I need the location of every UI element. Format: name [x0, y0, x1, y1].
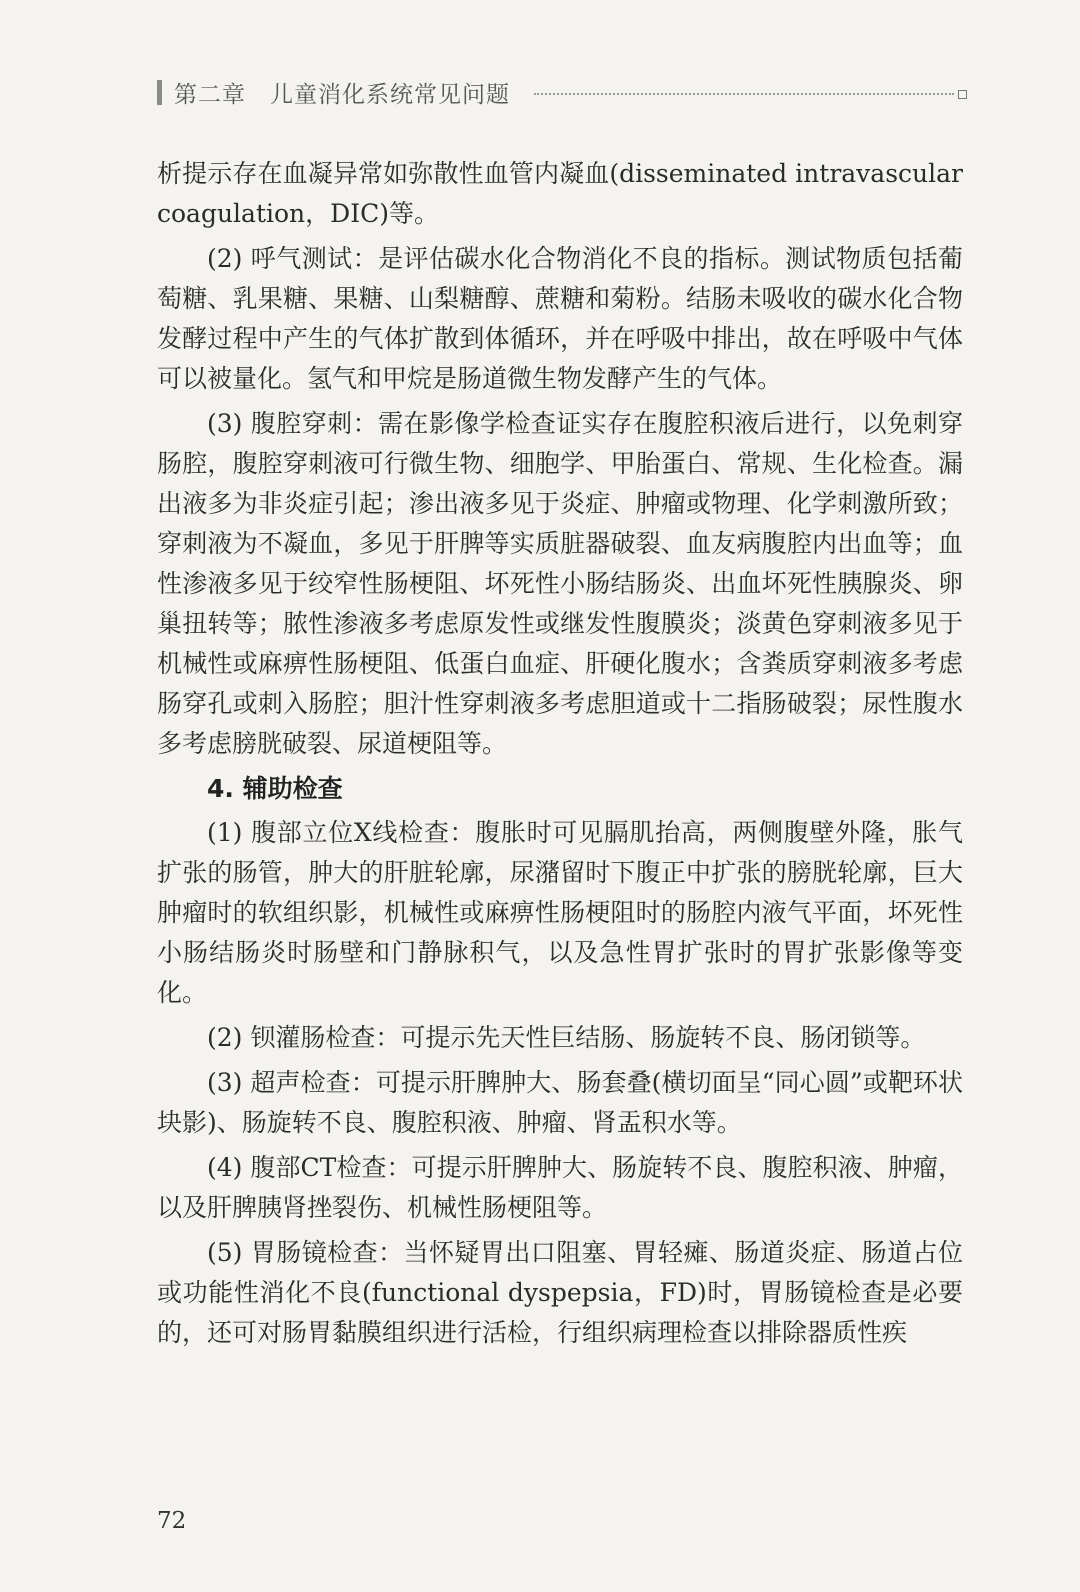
- running-header: [157, 74, 967, 110]
- page-number: 72: [157, 1508, 187, 1534]
- paragraph-endoscopy: (5) 胃肠镜检查：当怀疑胃出口阻塞、胃轻瘫、肠道炎症、肠道占位或功能性消化不良(functional dyspepsia，FD)时，胃肠镜检查是必要的，还可对肠胃黏膜组织进行活检，行组织病理检查以排除器质性疾: [157, 1238, 963, 1347]
- chapter-title: 第二章 儿童消化系统常见问题: [174, 81, 510, 108]
- paragraph-ultrasound: (3) 超声检查：可提示肝脾肿大、肠套叠(横切面呈“同心圆”或靶环状块影)、肠旋转不良、腹腔积液、肿瘤、肾盂积水等。: [157, 1068, 963, 1137]
- body-text: [157, 154, 963, 1358]
- paragraph-breath-test: (2) 呼气测试：是评估碳水化合物消化不良的指标。测试物质包括葡萄糖、乳果糖、果糖、山梨糖醇、蔗糖和菊粉。结肠未吸收的碳水化合物发酵过程中产生的气体扩散到体循环，并在呼吸中排出，故在呼吸中气体可以被量化。氢气和甲烷是肠道微生物发酵产生的气体。: [157, 244, 963, 393]
- section-heading: 4. 辅助检查: [207, 774, 343, 803]
- header-dotted-rule: [534, 93, 954, 95]
- header-end-mark: [958, 90, 967, 99]
- header-bar-mark: [157, 80, 162, 105]
- paragraph-ct: (4) 腹部CT检查：可提示肝脾肿大、肠旋转不良、腹腔积液、肿瘤，以及肝脾胰肾挫裂伤、机械性肠梗阻等。: [157, 1153, 963, 1222]
- paragraph-continued: 析提示存在血凝异常如弥散性血管内凝血(disseminated intravascular coagulation，DIC)等。: [157, 159, 963, 228]
- paragraph-barium-enema: (2) 钡灌肠检查：可提示先天性巨结肠、肠旋转不良、肠闭锁等。: [207, 1023, 926, 1052]
- paragraph-xray: (1) 腹部立位X线检查：腹胀时可见膈肌抬高，两侧腹壁外隆，胀气扩张的肠管，肿大的肝脏轮廓，尿潴留时下腹正中扩张的膀胱轮廓，巨大肿瘤时的软组织影，机械性或麻痹性肠梗阻时的肠腔内液气平面，坏死性小肠结肠炎时肠壁和门静脉积气，以及急性胃扩张时的胃扩张影像等变化。: [157, 818, 963, 1007]
- paragraph-abdominal-puncture: (3) 腹腔穿刺：需在影像学检查证实存在腹腔积液后进行，以免刺穿肠腔，腹腔穿刺液可行微生物、细胞学、甲胎蛋白、常规、生化检查。漏出液多为非炎症引起；渗出液多见于炎症、肿瘤或物理、化学刺激所致；穿刺液为不凝血，多见于肝脾等实质脏器破裂、血友病腹腔内出血等；血性渗液多见于绞窄性肠梗阻、坏死性小肠结肠炎、出血坏死性胰腺炎、卵巢扭转等；脓性渗液多考虑原发性或继发性腹膜炎；淡黄色穿刺液多见于机械性或麻痹性肠梗阻、低蛋白血症、肝硬化腹水；含粪质穿刺液多考虑肠穿孔或刺入肠腔；胆汁性穿刺液多考虑胆道或十二指肠破裂；尿性腹水多考虑膀胱破裂、尿道梗阻等。: [157, 409, 963, 758]
